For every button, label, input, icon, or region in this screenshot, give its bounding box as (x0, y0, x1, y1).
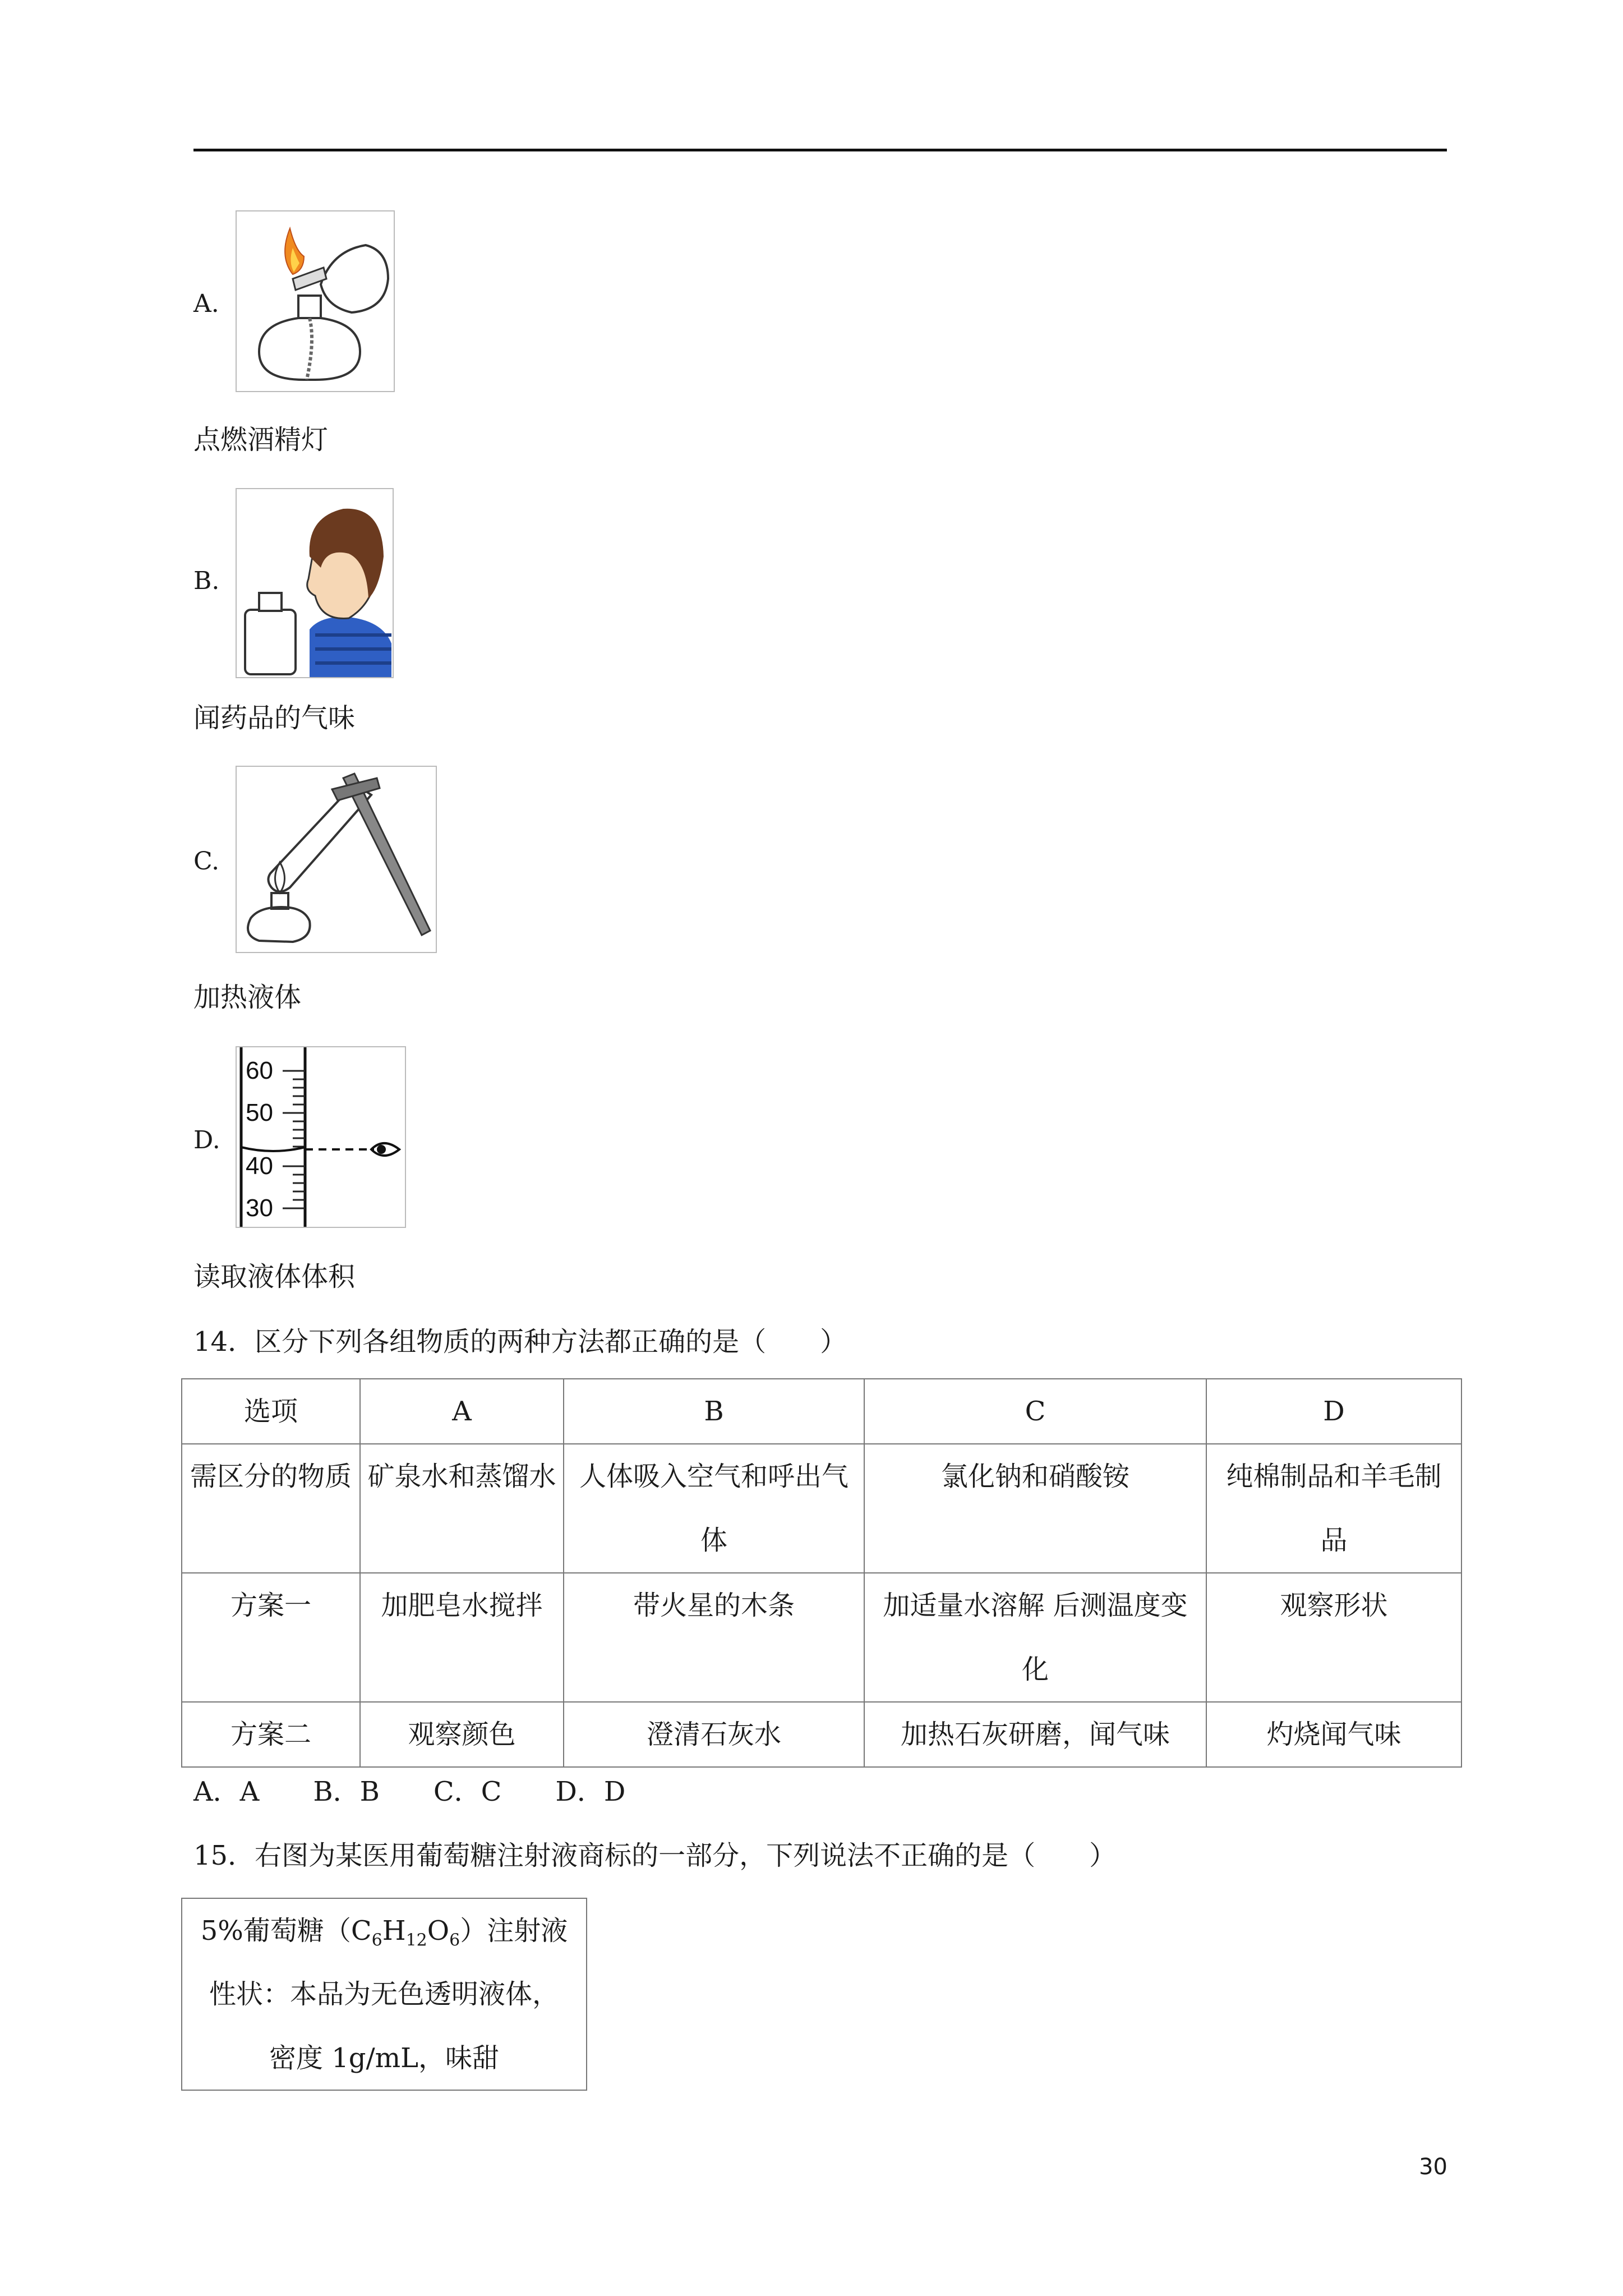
glucose-label-line3: 密度 1g/mL，味甜 (269, 2042, 500, 2074)
table-cell: 纯棉制品和羊毛制品 (1206, 1444, 1461, 1573)
table-cell: 需区分的物质 (182, 1444, 360, 1573)
q14-stem: 14．区分下列各组物质的两种方法都正确的是（ ） (193, 1326, 847, 1358)
q15-stem: 15．右图为某医用葡萄糖注射液商标的一部分，下列说法不正确的是（ ） (193, 1840, 1117, 1871)
table-row (182, 1444, 1461, 1573)
table-cell: 观察形状 (1206, 1573, 1461, 1702)
option-b-letter: B. (193, 567, 220, 595)
table-row (182, 1573, 1461, 1702)
glucose-label-line1: 5%葡萄糖$(C_6H_{12}O_6)$注射液 (200, 1915, 568, 1950)
table-cell: 氯化钠和硝酸铵 (864, 1444, 1206, 1573)
table-header-cell: D (1206, 1379, 1461, 1444)
table-cell: 加热石灰研磨，闻气味 (864, 1702, 1206, 1767)
q14-table (181, 1378, 1462, 1768)
heating-test-tube-icon (236, 766, 437, 953)
glucose-label-box (181, 1898, 587, 2091)
table-cell: 加肥皂水搅拌 (360, 1573, 564, 1702)
smelling-bottle-icon (236, 488, 394, 678)
option-b-caption: 闻药品的气味 (193, 702, 356, 734)
table-cell: 澄清石灰水 (564, 1702, 864, 1767)
option-a-letter: A. (193, 289, 219, 318)
table-header-cell: A (360, 1379, 564, 1444)
option-d-letter: D. (193, 1126, 220, 1154)
table-cell: 带火星的木条 (564, 1573, 864, 1702)
table-cell: 观察颜色 (360, 1702, 564, 1767)
glucose-label-line2: 性状：本品为无色透明液体， (209, 1978, 559, 2010)
page-number: 30 (1419, 2154, 1447, 2180)
table-cell: 灼烧闻气味 (1206, 1702, 1461, 1767)
table-row (182, 1379, 1461, 1444)
option-c-caption: 加热液体 (193, 982, 302, 1013)
table-header-cell: C (864, 1379, 1206, 1444)
table-cell: 加适量水溶解 后测温度变化 (864, 1573, 1206, 1702)
scale-label-60: 60 (246, 1057, 273, 1084)
table-cell: 方案二 (182, 1702, 360, 1767)
table-cell: 方案一 (182, 1573, 360, 1702)
option-d-caption: 读取液体体积 (193, 1261, 356, 1292)
option-a-caption: 点燃酒精灯 (193, 424, 329, 455)
header-rule (193, 149, 1447, 151)
scale-label-40: 40 (246, 1152, 273, 1180)
alcohol-lamp-lighting-icon (236, 210, 395, 392)
option-c-letter: C. (193, 847, 220, 876)
scale-label-30: 30 (246, 1194, 273, 1222)
scale-label-50: 50 (246, 1099, 273, 1126)
table-cell: 人体吸入空气和呼出气体 (564, 1444, 864, 1573)
table-cell: 矿泉水和蒸馏水 (360, 1444, 564, 1573)
table-row (182, 1702, 1461, 1767)
table-header-cell: B (564, 1379, 864, 1444)
table-header-cell: 选项 (182, 1379, 360, 1444)
q14-choices: A．A B．B C．C D．D (193, 1776, 626, 1807)
graduated-cylinder-icon (236, 1046, 406, 1228)
